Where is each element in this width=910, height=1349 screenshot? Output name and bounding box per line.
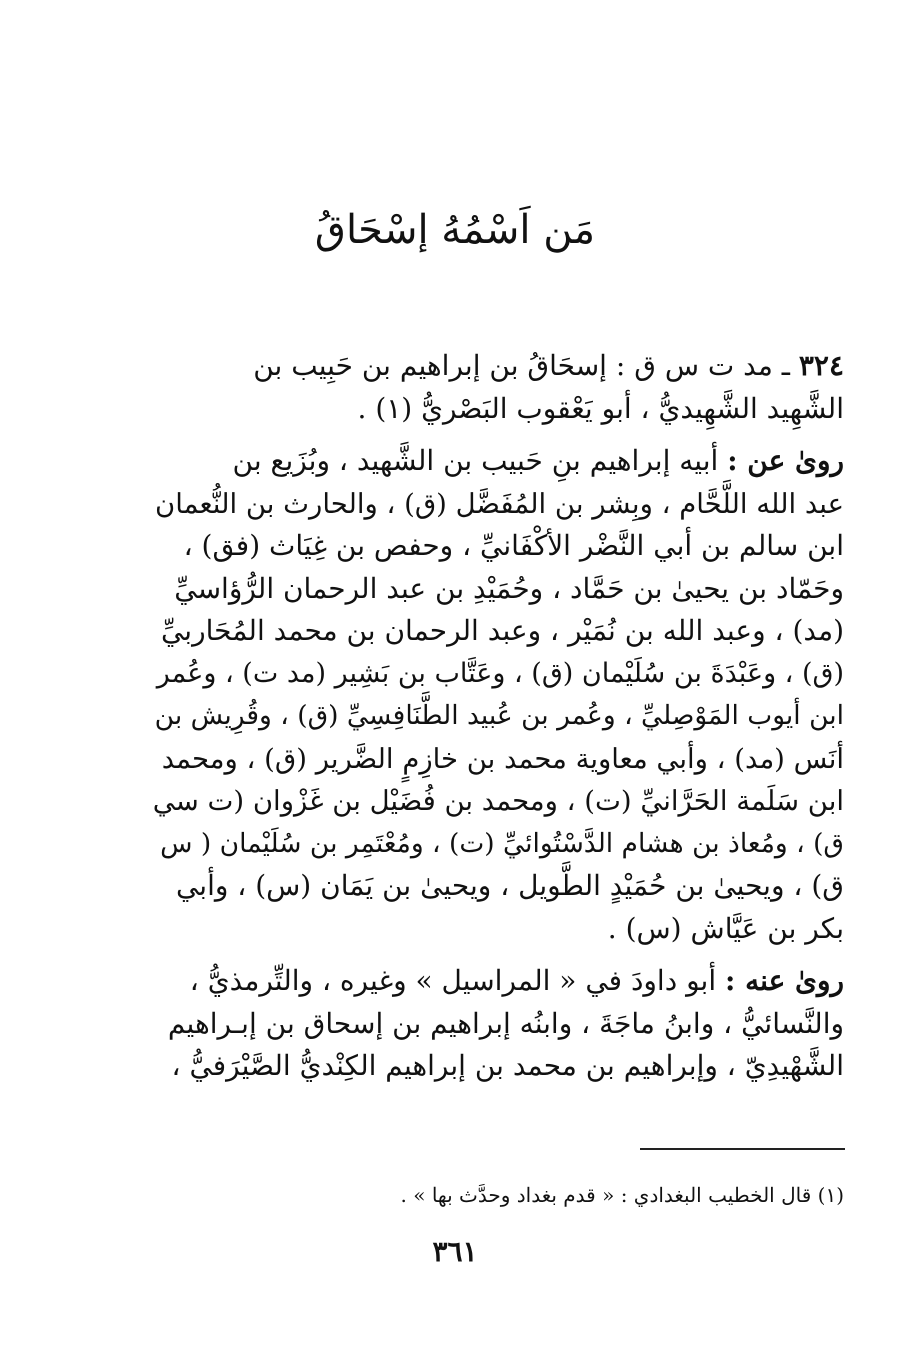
narrated-by-line [150, 960, 844, 1003]
entry-line [150, 345, 844, 388]
entry-paragraph [150, 345, 844, 430]
narrated-from-line: أنَس (مد) ، وأبي معاوية محمد بن خازِمٍ الضَّرير (ق) ، ومحمد [161, 742, 844, 775]
narrated-from-line: عبد الله اللَّحَّام ، وبِشر بن المُفَضَّل (ق) ، والحارث بن النُّعمان [155, 487, 844, 520]
section-heading: مَن اَسْمُهُ إسْحَاقُ [314, 207, 596, 253]
entry-text: ـ مد ت س ق : إسحَاقُ بن إبراهيم بن حَبِيب بن [253, 349, 790, 382]
narrated-by-text: أبو داودَ في « المراسيل » وغيره ، والتِّرمذيُّ ، [189, 964, 717, 997]
entry-line: الشَّهِيد الشَّهِيديُّ ، أبو يَعْقوب البَصْريُّ (١) . [357, 391, 844, 425]
narrated-from-line: ق) ، ومُعاذ بن هشام الدَّسْتُوائيِّ (ت) ، ومُعْتَمِر بن سُلَيْمان ( س [160, 827, 844, 859]
narrated-by-line: الشَّهْيدِيّ ، وإبراهيم بن محمد بن إبراهيم الكِنْديُّ الصَّيْرَفيُّ ، [171, 1049, 844, 1082]
main-text [150, 345, 844, 1098]
narrated-from-line [150, 440, 844, 483]
narrated-from-line: (مد) ، وعبد الله بن نُمَيْر ، وعبد الرحمان بن محمد المُحَاربيِّ [160, 614, 844, 647]
narrated-from-paragraph [150, 440, 844, 950]
narrated-from-line: وحَمّاد بن يحيىٰ بن حَمَّاد ، وحُمَيْدِ بن عبد الرحمان الرُّؤاسيِّ [174, 571, 844, 605]
narrated-from-line: ق) ، ويحيىٰ بن حُمَيْدٍ الطَّويل ، ويحيىٰ بن يَمَان (س) ، وأبي [175, 869, 844, 902]
narrated-from-line: ابن سالم بن أبي النَّضْر الأكْفَانيِّ ، وحفص بن غِيَاث (فق) ، [183, 529, 844, 562]
narrated-by-line: والنَّسائيُّ ، وابنُ ماجَةَ ، وابنُه إبراهيم بن إسحاق بن إبـراهيم [167, 1006, 844, 1040]
narrated-from-line: ابن سَلَمة الحَرَّانيِّ (ت) ، ومحمد بن فُضَيْل بن غَزْوان (ت سي [152, 785, 844, 817]
entry-number: ٣٢٤ [798, 349, 844, 382]
narrated-by-label: روىٰ عنه : [725, 964, 844, 997]
narrated-from-line: (ق) ، وعَبْدَةَ بن سُلَيْمان (ق) ، وعَتَّاب بن بَشِير (مد ت) ، وعُمر [156, 657, 844, 689]
narrated-from-label: روىٰ عن : [727, 444, 844, 477]
narrated-by-paragraph [150, 960, 844, 1088]
page-number: ٣٦١ [432, 1235, 478, 1268]
narrated-from-line: ابن أيوب المَوْصِليِّ ، وعُمر بن عُبيد الطَّنَافِسِيِّ (ق) ، وقُرِيش بن [154, 700, 844, 731]
narrated-from-text: أبيه إبراهيم بنِ حَبيب بن الشَّهيد ، وبُزَيع بن [232, 444, 719, 477]
narrated-from-line: بكر بن عَيَّاش (س) . [607, 911, 844, 945]
footnote: (١) قال الخطيب البغدادي : « قدم بغداد وحدَّث بها » . [400, 1183, 844, 1207]
footnote-divider [640, 1148, 845, 1150]
